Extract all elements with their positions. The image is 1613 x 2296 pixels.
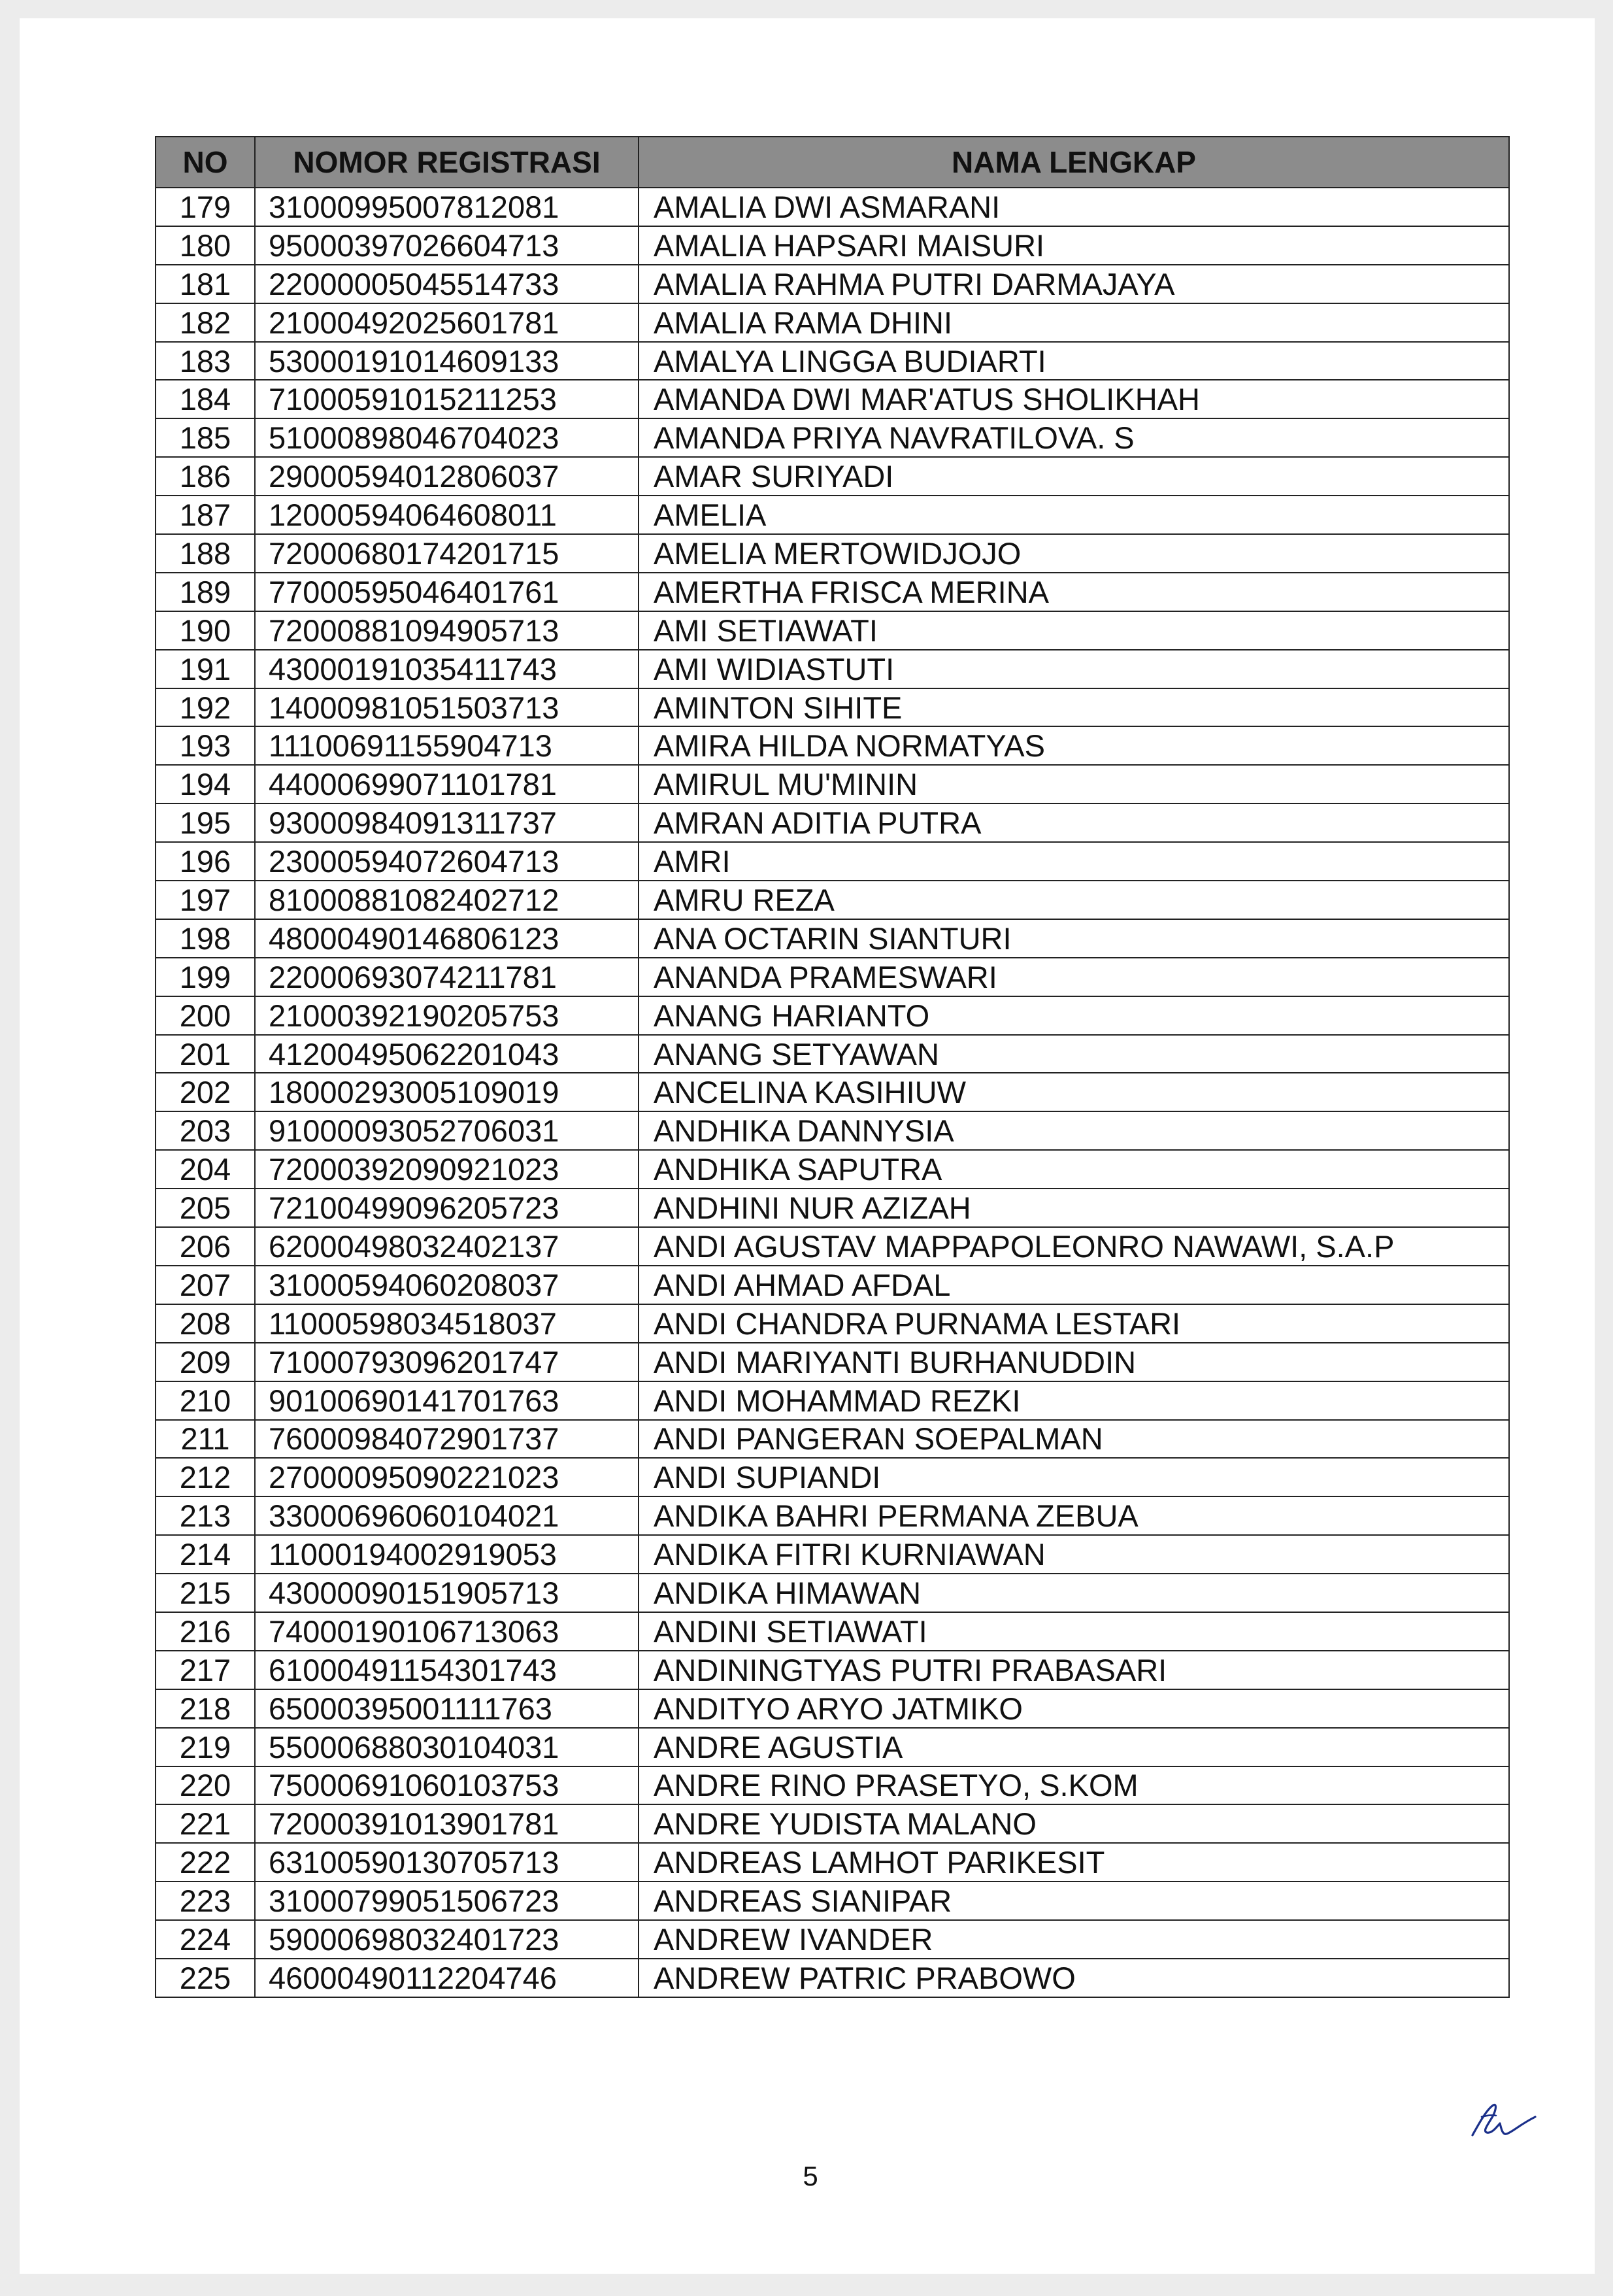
header-no: NO [156,137,255,188]
row-no: 210 [156,1381,255,1420]
table-row [156,688,1509,727]
row-no: 217 [156,1651,255,1689]
row-full-name: AMALIA DWI ASMARANI [639,188,1509,226]
row-full-name: AMIRA HILDA NORMATYAS [639,726,1509,765]
row-registration-number: 11000598034518037 [255,1304,639,1343]
row-registration-number: 31000995007812081 [255,188,639,226]
row-no: 214 [156,1535,255,1574]
row-no: 224 [156,1920,255,1959]
row-registration-number: 43000191035411743 [255,650,639,688]
row-no: 188 [156,534,255,573]
row-registration-number: 53000191014609133 [255,342,639,380]
row-full-name: ANDIKA BAHRI PERMANA ZEBUA [639,1496,1509,1535]
row-full-name: ANDREAS LAMHOT PARIKESIT [639,1843,1509,1882]
table-row [156,418,1509,457]
table-row [156,650,1509,688]
table-row [156,1343,1509,1381]
row-registration-number: 72100499096205723 [255,1189,639,1227]
row-full-name: ANDIKA FITRI KURNIAWAN [639,1535,1509,1574]
row-no: 181 [156,265,255,303]
row-registration-number: 11000194002919053 [255,1535,639,1574]
row-full-name: ANDRE RINO PRASETYO, S.KOM [639,1766,1509,1805]
registration-table [155,136,1510,1998]
table-row [156,1458,1509,1496]
row-no: 223 [156,1882,255,1920]
table-row [156,919,1509,958]
row-no: 211 [156,1420,255,1459]
table-row [156,611,1509,650]
row-full-name: AMI WIDIASTUTI [639,650,1509,688]
table-row [156,1959,1509,1997]
row-no: 216 [156,1612,255,1651]
row-no: 215 [156,1574,255,1612]
row-no: 220 [156,1766,255,1805]
row-full-name: ANDHIKA SAPUTRA [639,1150,1509,1189]
row-full-name: ANDI MARIYANTI BURHANUDDIN [639,1343,1509,1381]
table-body [156,188,1509,1997]
row-registration-number: 72000680174201715 [255,534,639,573]
row-registration-number: 63100590130705713 [255,1843,639,1882]
table-row [156,1535,1509,1574]
row-registration-number: 41200495062201043 [255,1035,639,1073]
row-full-name: ANDINI SETIAWATI [639,1612,1509,1651]
table-row [156,1574,1509,1612]
row-full-name: AMIRUL MU'MININ [639,765,1509,803]
table-row [156,1843,1509,1882]
row-no: 189 [156,573,255,611]
row-registration-number: 22000005045514733 [255,265,639,303]
table-row [156,842,1509,881]
row-registration-number: 31000799051506723 [255,1882,639,1920]
table-row [156,1496,1509,1535]
table-row [156,803,1509,842]
row-full-name: ANDREW IVANDER [639,1920,1509,1959]
row-registration-number: 62000498032402137 [255,1227,639,1266]
row-full-name: AMRAN ADITIA PUTRA [639,803,1509,842]
row-registration-number: 22000693074211781 [255,958,639,996]
row-no: 184 [156,380,255,418]
row-registration-number: 61000491154301743 [255,1651,639,1689]
table-row [156,1766,1509,1805]
row-no: 197 [156,881,255,919]
row-full-name: ANDITYO ARYO JATMIKO [639,1689,1509,1728]
row-full-name: ANDREAS SIANIPAR [639,1882,1509,1920]
row-full-name: ANDHIKA DANNYSIA [639,1111,1509,1150]
row-full-name: ANDI AHMAD AFDAL [639,1266,1509,1304]
row-full-name: AMI SETIAWATI [639,611,1509,650]
row-registration-number: 72000881094905713 [255,611,639,650]
table-row [156,1150,1509,1189]
row-no: 206 [156,1227,255,1266]
row-full-name: AMALYA LINGGA BUDIARTI [639,342,1509,380]
header-full-name: NAMA LENGKAP [639,137,1509,188]
row-registration-number: 91000093052706031 [255,1111,639,1150]
table-row [156,496,1509,534]
document-page [20,18,1595,2274]
row-no: 191 [156,650,255,688]
row-registration-number: 81000881082402712 [255,881,639,919]
row-registration-number: 46000490112204746 [255,1959,639,1997]
row-full-name: AMELIA [639,496,1509,534]
row-no: 219 [156,1728,255,1766]
row-no: 203 [156,1111,255,1150]
row-full-name: AMELIA MERTOWIDJOJO [639,534,1509,573]
row-no: 183 [156,342,255,380]
row-full-name: AMINTON SIHITE [639,688,1509,727]
row-full-name: AMALIA RAMA DHINI [639,303,1509,342]
row-full-name: ANANDA PRAMESWARI [639,958,1509,996]
table-row [156,1035,1509,1073]
row-full-name: ANDRE YUDISTA MALANO [639,1804,1509,1843]
row-registration-number: 23000594072604713 [255,842,639,881]
table-row [156,342,1509,380]
row-full-name: ANDI MOHAMMAD REZKI [639,1381,1509,1420]
row-full-name: ANDIKA HIMAWAN [639,1574,1509,1612]
row-full-name: AMALIA RAHMA PUTRI DARMAJAYA [639,265,1509,303]
row-full-name: AMERTHA FRISCA MERINA [639,573,1509,611]
table-row [156,1381,1509,1420]
row-no: 179 [156,188,255,226]
table-row [156,457,1509,496]
table-row [156,881,1509,919]
row-registration-number: 29000594012806037 [255,457,639,496]
row-registration-number: 55000688030104031 [255,1728,639,1766]
table-row [156,380,1509,418]
table-row [156,1689,1509,1728]
row-no: 201 [156,1035,255,1073]
row-registration-number: 31000594060208037 [255,1266,639,1304]
table-row [156,1189,1509,1227]
row-full-name: ANDI AGUSTAV MAPPAPOLEONRO NAWAWI, S.A.P [639,1227,1509,1266]
row-registration-number: 14000981051503713 [255,688,639,727]
row-full-name: ANANG SETYAWAN [639,1035,1509,1073]
row-no: 192 [156,688,255,727]
table-row [156,1073,1509,1111]
row-registration-number: 72000392090921023 [255,1150,639,1189]
row-registration-number: 90100690141701763 [255,1381,639,1420]
table-row [156,573,1509,611]
row-full-name: AMRU REZA [639,881,1509,919]
row-no: 200 [156,996,255,1035]
header-registration-number: NOMOR REGISTRASI [255,137,639,188]
row-no: 225 [156,1959,255,1997]
row-full-name: ANANG HARIANTO [639,996,1509,1035]
row-registration-number: 72000391013901781 [255,1804,639,1843]
row-no: 208 [156,1304,255,1343]
table-row [156,1420,1509,1459]
row-full-name: AMRI [639,842,1509,881]
row-no: 182 [156,303,255,342]
row-full-name: ANDREW PATRIC PRABOWO [639,1959,1509,1997]
row-registration-number: 59000698032401723 [255,1920,639,1959]
table-header [156,137,1509,188]
row-no: 198 [156,919,255,958]
table-row [156,996,1509,1035]
table-row [156,1612,1509,1651]
row-no: 187 [156,496,255,534]
row-registration-number: 71000591015211253 [255,380,639,418]
table-row [156,1651,1509,1689]
row-full-name: ANDRE AGUSTIA [639,1728,1509,1766]
row-registration-number: 48000490146806123 [255,919,639,958]
row-registration-number: 95000397026604713 [255,226,639,265]
table-row [156,1728,1509,1766]
row-registration-number: 71000793096201747 [255,1343,639,1381]
row-full-name: ANDININGTYAS PUTRI PRABASARI [639,1651,1509,1689]
header-row [156,137,1509,188]
row-registration-number: 93000984091311737 [255,803,639,842]
row-registration-number: 77000595046401761 [255,573,639,611]
row-registration-number: 21000492025601781 [255,303,639,342]
table-row [156,1920,1509,1959]
table-row [156,265,1509,303]
table-row [156,534,1509,573]
table-row [156,765,1509,803]
row-full-name: AMALIA HAPSARI MAISURI [639,226,1509,265]
row-no: 194 [156,765,255,803]
row-registration-number: 18000293005109019 [255,1073,639,1111]
row-full-name: ANDI PANGERAN SOEPALMAN [639,1420,1509,1459]
row-no: 186 [156,457,255,496]
page-number: 5 [803,2161,818,2191]
row-no: 193 [156,726,255,765]
table-row [156,188,1509,226]
row-registration-number: 51000898046704023 [255,418,639,457]
table-row [156,303,1509,342]
row-full-name: AMANDA PRIYA NAVRATILOVA. S [639,418,1509,457]
table-row [156,1304,1509,1343]
table-row [156,1804,1509,1843]
row-no: 190 [156,611,255,650]
row-no: 204 [156,1150,255,1189]
row-full-name: ANDI SUPIANDI [639,1458,1509,1496]
row-registration-number: 75000691060103753 [255,1766,639,1805]
row-registration-number: 44000699071101781 [255,765,639,803]
signature-initials-icon [1467,2097,1546,2150]
row-registration-number: 33000696060104021 [255,1496,639,1535]
row-registration-number: 27000095090221023 [255,1458,639,1496]
row-no: 218 [156,1689,255,1728]
row-no: 221 [156,1804,255,1843]
table-row [156,726,1509,765]
row-full-name: ANDHINI NUR AZIZAH [639,1189,1509,1227]
table-row [156,958,1509,996]
row-no: 180 [156,226,255,265]
row-no: 202 [156,1073,255,1111]
row-no: 205 [156,1189,255,1227]
row-full-name: AMAR SURIYADI [639,457,1509,496]
row-no: 212 [156,1458,255,1496]
table-row [156,1111,1509,1150]
row-registration-number: 43000090151905713 [255,1574,639,1612]
row-full-name: ANDI CHANDRA PURNAMA LESTARI [639,1304,1509,1343]
row-no: 196 [156,842,255,881]
row-full-name: AMANDA DWI MAR'ATUS SHOLIKHAH [639,380,1509,418]
row-registration-number: 12000594064608011 [255,496,639,534]
row-registration-number: 11100691155904713 [255,726,639,765]
table-row [156,226,1509,265]
table-row [156,1227,1509,1266]
row-no: 213 [156,1496,255,1535]
row-registration-number: 76000984072901737 [255,1420,639,1459]
row-no: 222 [156,1843,255,1882]
row-registration-number: 21000392190205753 [255,996,639,1035]
row-no: 209 [156,1343,255,1381]
row-no: 199 [156,958,255,996]
table-row [156,1882,1509,1920]
row-full-name: ANA OCTARIN SIANTURI [639,919,1509,958]
row-no: 195 [156,803,255,842]
table-row [156,1266,1509,1304]
row-full-name: ANCELINA KASIHIUW [639,1073,1509,1111]
row-no: 185 [156,418,255,457]
row-registration-number: 74000190106713063 [255,1612,639,1651]
row-no: 207 [156,1266,255,1304]
row-registration-number: 65000395001111763 [255,1689,639,1728]
